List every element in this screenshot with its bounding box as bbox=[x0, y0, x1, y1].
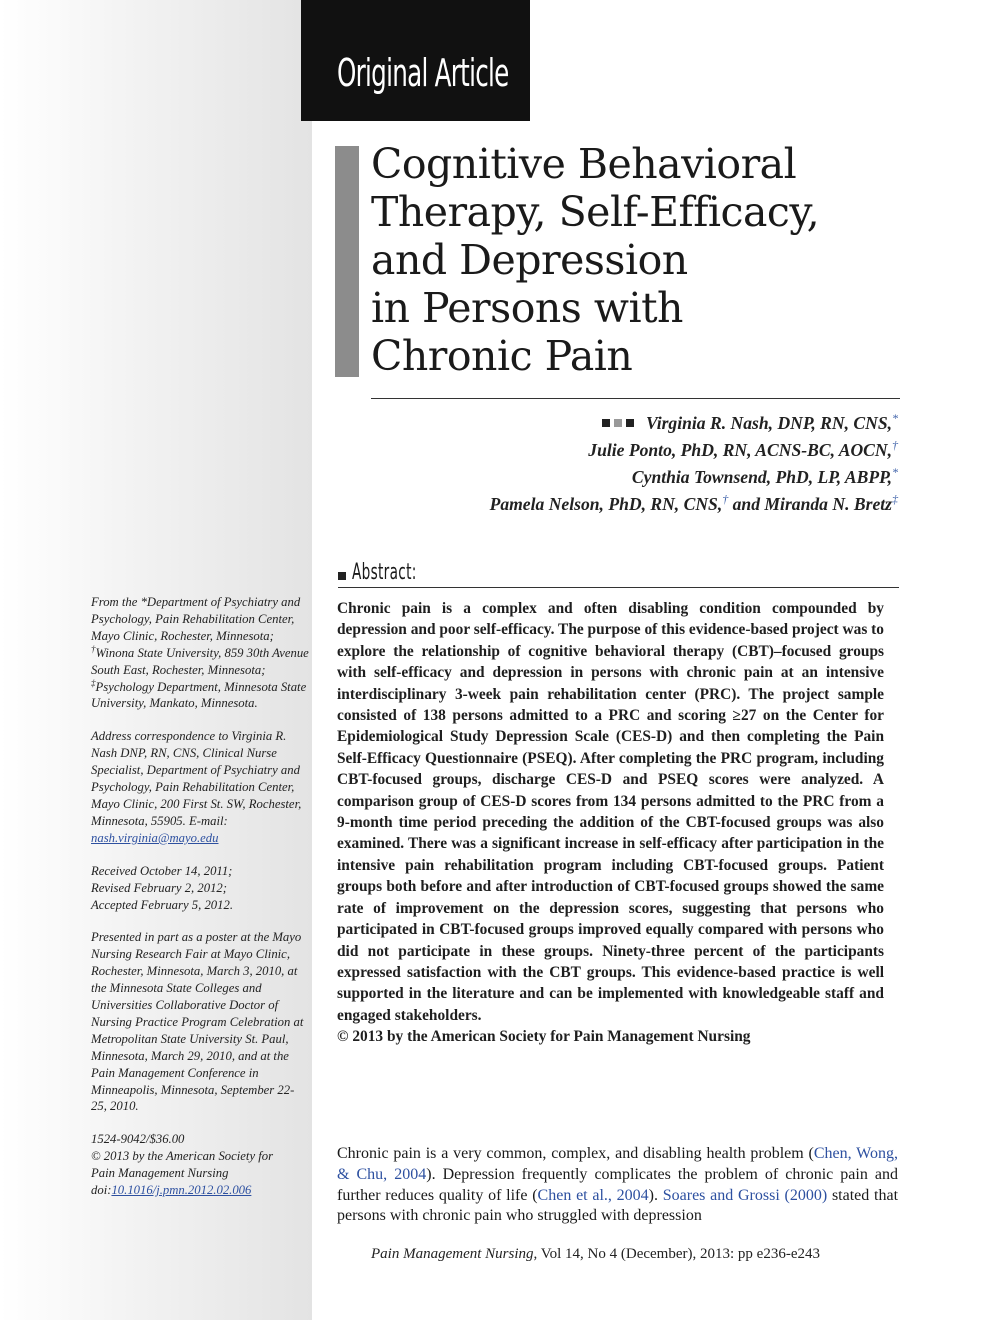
correspondence-text: Address correspondence to Virginia R. Nash DNP, RN, CNS, Clinical Nurse Specialist, Department of Psychiatry and Psychology, Pain Rehabilitation Center, Mayo Clinic, 200 First St. SW, Rochester, Minnesota, 55905. E-mail: bbox=[91, 729, 302, 828]
sidebar-notes bbox=[91, 594, 309, 1215]
sidebar-copyright: © 2013 by the American Society for bbox=[91, 1149, 274, 1164]
author-affiliation-mark[interactable]: † bbox=[722, 492, 729, 507]
received-date: Received October 14, 2011; bbox=[91, 863, 233, 878]
affiliation-note bbox=[91, 594, 309, 712]
author-line bbox=[490, 408, 898, 437]
publication-note bbox=[91, 1131, 309, 1199]
affiliation-text: Psychology Department, Minnesota State University, Mankato, Minnesota. bbox=[91, 679, 307, 711]
revised-date: Revised February 2, 2012; bbox=[91, 880, 228, 895]
abstract-text: Chronic pain is a complex and often disabling condition compounded by depression and poor self-efficacy. The purpose of this evidence-based project was to explore the relationship of cognitive behavioral therapy (CBT)–focused groups with self-efficacy and depression in persons with chronic pain at an intensive interdisciplinary 3-week pain rehabilitation center (PRC). The project sample consisted of 138 persons admitted to a PRC and scoring ≥27 on the Center for Epidemiological Study Depression Scale (CES-D) and then completing the Pain Self-Efficacy Questionnaire (PSEQ). After completing the PRC program, including CBT-focused groups, discharge CES-D and PSEQ scores were analyzed. A comparison group of CES-D scores from 134 persons admitted to the PRC from a 9-month time period preceding the addition of the CBT-focused groups was also examined. There was a significant increase in self-efficacy after participation in the intensive pain rehabilitation program including CBT-focused groups. Patient groups both before and after introduction of CBT-focused groups showed the same rate of improvement on the depression scores, suggesting that persons who participated in CBT-focused groups improved equally compared with persons who did not participate in these groups. Ninety-three percent of the participants expressed satisfaction with the CBT groups. This evidence-based practice is well supported in the literature and can be implemented with knowledgeable staff and engaged stakeholders. bbox=[337, 600, 884, 1024]
citation-link[interactable]: Chen, Wong, & Chu, 2004 bbox=[337, 1145, 898, 1183]
body-text: Chronic pain is a very common, complex, and disabling health problem ( bbox=[337, 1145, 814, 1162]
decorative-squares-icon bbox=[602, 408, 638, 435]
running-footer bbox=[371, 1246, 820, 1263]
doi-label: doi: bbox=[91, 1183, 112, 1198]
affiliation-mark: ‡ bbox=[91, 677, 96, 688]
author-list bbox=[490, 408, 898, 518]
author-name: Julie Ponto, PhD, RN, ACNS-BC, AOCN, bbox=[588, 440, 892, 460]
affiliation-text: Winona State University, 859 30th Avenue South East, Rochester, Minnesota; bbox=[91, 645, 309, 677]
abstract-body bbox=[337, 598, 884, 1048]
author-name: Cynthia Townsend, PhD, LP, ABPP, bbox=[631, 467, 892, 487]
title-line: Chronic Pain bbox=[371, 332, 633, 380]
body-text: ). bbox=[648, 1186, 663, 1204]
title-divider bbox=[371, 398, 900, 399]
dates-note bbox=[91, 863, 309, 914]
author-affiliation-mark[interactable]: * bbox=[892, 465, 898, 480]
correspondence-note bbox=[91, 728, 309, 846]
sidebar-copyright: Pain Management Nursing bbox=[91, 1166, 229, 1181]
title-line: Therapy, Self-Efficacy, bbox=[371, 188, 820, 236]
title-line: Cognitive Behavioral bbox=[371, 140, 797, 188]
author-name: Pamela Nelson, PhD, RN, CNS, bbox=[489, 494, 723, 514]
title-line: in Persons with bbox=[371, 284, 683, 332]
author-line bbox=[490, 437, 898, 464]
author-name: and Miranda N. Bretz bbox=[728, 494, 892, 514]
abstract-divider bbox=[338, 587, 899, 588]
affiliation-mark: † bbox=[91, 643, 96, 654]
title-line: and Depression bbox=[371, 236, 688, 284]
affiliation-text: From the *Department of Psychiatry and Psychology, Pain Rehabilitation Center, Mayo Clinic, Rochester, Minnesota; bbox=[91, 595, 301, 643]
section-label: Original Article bbox=[337, 51, 509, 95]
abstract-heading bbox=[338, 562, 456, 584]
email-link[interactable]: nash.virginia@mayo.edu bbox=[91, 830, 219, 845]
doi-link[interactable]: 10.1016/j.pmn.2012.02.006 bbox=[111, 1183, 252, 1198]
title-accent-bar bbox=[335, 146, 359, 377]
author-name: Virginia R. Nash, DNP, RN, CNS, bbox=[645, 413, 892, 433]
author-affiliation-mark[interactable]: * bbox=[892, 411, 898, 426]
author-affiliation-mark[interactable]: † bbox=[892, 438, 898, 453]
author-affiliation-mark[interactable]: ‡ bbox=[892, 492, 898, 507]
journal-name: Pain Management Nursing bbox=[371, 1246, 534, 1262]
issue-details: , Vol 14, No 4 (December), 2013: pp e236-e243 bbox=[533, 1246, 820, 1262]
section-banner bbox=[301, 0, 530, 121]
body-text: ). Depression frequently complicates the problem of chronic pain and further reduces quality of life ( bbox=[337, 1165, 899, 1204]
abstract-heading-label: Abstract: bbox=[352, 560, 417, 585]
presented-note: Presented in part as a poster at the Mayo Nursing Research Fair at Mayo Clinic, Rochester, Minnesota, March 3, 2010, at the Minnesota State Colleges and Universities Collaborative Doctor of Nursing Practice Program Celebration at Metropolitan State University St. Paul, Minnesota, March 29, 2010, and at the Pain Management Conference in Minneapolis, Minnesota, September 22-25, 2010. bbox=[91, 930, 304, 1114]
issn: 1524-9042/$36.00 bbox=[91, 1132, 185, 1147]
body-text: stated that persons with chronic pain who struggled with depression bbox=[337, 1186, 899, 1225]
accepted-date: Accepted February 5, 2012. bbox=[91, 897, 233, 912]
square-bullet-icon bbox=[338, 572, 346, 580]
author-line bbox=[490, 464, 898, 491]
article-title bbox=[371, 140, 901, 380]
abstract-copyright: © 2013 by the American Society for Pain Management Nursing bbox=[337, 1028, 751, 1046]
body-paragraph bbox=[337, 1144, 898, 1227]
citation-link[interactable]: Soares and Grossi (2000) bbox=[662, 1186, 828, 1204]
citation-link[interactable]: Chen et al., 2004 bbox=[537, 1186, 649, 1204]
author-line bbox=[490, 491, 898, 518]
